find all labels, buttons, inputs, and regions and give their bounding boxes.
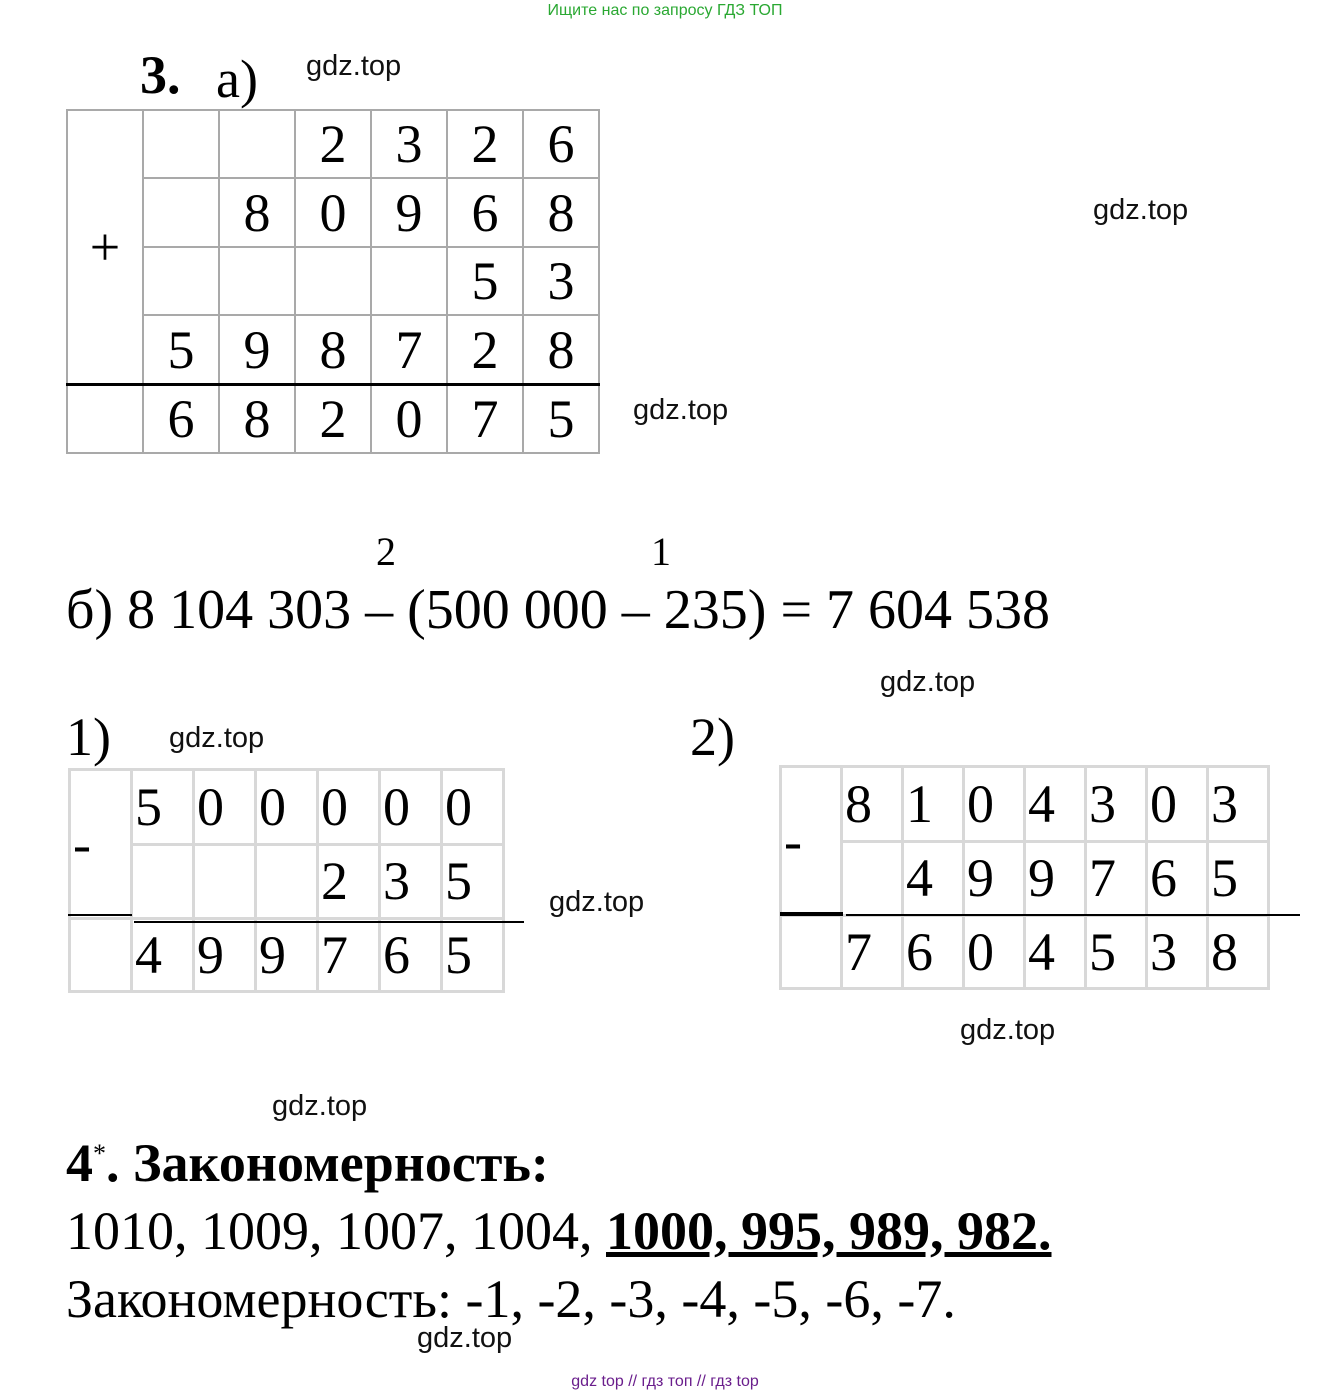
grid-cell: 5 — [447, 247, 523, 315]
watermark: gdz.top — [549, 886, 645, 918]
subtraction-grid-2 — [779, 765, 1270, 990]
result-cell: 7 — [842, 916, 903, 989]
task3-number: 3. — [140, 45, 181, 105]
result-cell: 3 — [1147, 916, 1208, 989]
grid-cell: 2 — [318, 844, 380, 919]
watermark: gdz.top — [272, 1090, 368, 1122]
grid-cell — [132, 844, 194, 919]
grid-cell: 9 — [371, 178, 447, 246]
grid-cell — [781, 916, 842, 989]
result-cell: 6 — [380, 919, 442, 992]
grid-cell: 2 — [447, 315, 523, 384]
result-cell: 6 — [903, 916, 964, 989]
result-cell: 0 — [964, 916, 1025, 989]
result-cell: 6 — [143, 385, 219, 454]
task4-title — [66, 1132, 549, 1194]
watermark: gdz.top — [1093, 194, 1189, 226]
step1-result-line — [68, 914, 132, 916]
watermark: gdz.top — [633, 394, 729, 426]
grid-cell: 5 — [442, 844, 504, 919]
result-cell: 4 — [1025, 916, 1086, 989]
grid-cell: 3 — [380, 844, 442, 919]
step1-result-line — [134, 921, 524, 923]
grid-cell: 3 — [1086, 767, 1147, 842]
grid-cell: 7 — [371, 315, 447, 384]
subtraction-grid-1 — [68, 768, 505, 993]
grid-cell: 8 — [219, 178, 295, 246]
sequence-answer: 1000, 995, 989, 982. — [606, 1201, 1052, 1261]
grid-cell — [67, 385, 143, 454]
result-cell: 7 — [318, 919, 380, 992]
result-cell: 8 — [219, 385, 295, 454]
grid-cell — [143, 247, 219, 315]
grid-cell: 6 — [1147, 841, 1208, 916]
grid-cell — [143, 110, 219, 178]
grid-cell: 0 — [194, 770, 256, 845]
result-cell: 5 — [442, 919, 504, 992]
grid-cell: 5 — [143, 315, 219, 384]
watermark: gdz.top — [169, 722, 265, 754]
step2-label: 2) — [690, 707, 735, 767]
task4-number: 4 — [66, 1133, 93, 1193]
grid-cell: 0 — [318, 770, 380, 845]
part-a-label: а) — [216, 49, 258, 109]
grid-cell — [143, 178, 219, 246]
grid-cell: 0 — [256, 770, 318, 845]
order-mark-1: 1 — [651, 529, 671, 574]
grid-cell — [219, 247, 295, 315]
grid-cell: 9 — [219, 315, 295, 384]
result-cell: 8 — [1208, 916, 1269, 989]
grid-cell: 2 — [295, 110, 371, 178]
grid-cell: 5 — [132, 770, 194, 845]
result-cell: 0 — [371, 385, 447, 454]
result-cell: 9 — [194, 919, 256, 992]
grid-cell: 6 — [523, 110, 599, 178]
minus-operator: - — [70, 770, 132, 919]
grid-cell: 6 — [447, 178, 523, 246]
grid-cell — [219, 110, 295, 178]
result-cell: 5 — [1086, 916, 1147, 989]
grid-cell: 0 — [295, 178, 371, 246]
task4-rule: Закономерность: -1, -2, -3, -4, -5, -6, -7. — [66, 1269, 956, 1329]
result-cell: 5 — [523, 385, 599, 454]
grid-cell: 9 — [1025, 841, 1086, 916]
grid-cell: 0 — [380, 770, 442, 845]
task4-title-text: . Закономерность: — [106, 1133, 549, 1193]
result-cell: 4 — [132, 919, 194, 992]
task4-star: * — [93, 1139, 106, 1168]
addition-grid — [66, 109, 600, 454]
step2-result-line — [780, 912, 843, 916]
grid-cell — [371, 247, 447, 315]
bottom-banner[interactable]: gdz top // гдз топ // гдз top — [571, 1373, 759, 1390]
grid-cell — [194, 844, 256, 919]
grid-cell: 8 — [295, 315, 371, 384]
result-cell: 7 — [447, 385, 523, 454]
result-cell: 2 — [295, 385, 371, 454]
grid-cell: 5 — [1208, 841, 1269, 916]
result-cell: 9 — [256, 919, 318, 992]
grid-cell — [295, 247, 371, 315]
grid-cell: 2 — [447, 110, 523, 178]
grid-cell: 9 — [964, 841, 1025, 916]
minus-operator: - — [781, 767, 842, 916]
grid-cell: 8 — [523, 315, 599, 384]
watermark: gdz.top — [960, 1014, 1056, 1046]
grid-cell — [842, 841, 903, 916]
watermark: gdz.top — [417, 1322, 513, 1354]
sequence-given: 1010, 1009, 1007, 1004, — [66, 1201, 606, 1261]
grid-cell — [70, 919, 132, 992]
watermark: gdz.top — [306, 50, 402, 82]
top-banner[interactable]: Ищите нас по запросу ГДЗ ТОП — [547, 2, 783, 19]
grid-cell: 3 — [371, 110, 447, 178]
order-mark-2: 2 — [376, 529, 396, 574]
grid-cell: 1 — [903, 767, 964, 842]
grid-cell — [256, 844, 318, 919]
grid-cell: 0 — [442, 770, 504, 845]
grid-cell: 4 — [903, 841, 964, 916]
step1-label: 1) — [66, 707, 111, 767]
grid-cell: 7 — [1086, 841, 1147, 916]
grid-cell: 3 — [1208, 767, 1269, 842]
grid-cell: 4 — [1025, 767, 1086, 842]
plus-operator: + — [67, 110, 143, 385]
part-b-expression: б) 8 104 303 – (500 000 – 235) = 7 604 538 — [66, 579, 1051, 641]
step2-result-line — [846, 914, 1300, 916]
grid-cell: 0 — [964, 767, 1025, 842]
grid-cell: 8 — [842, 767, 903, 842]
watermark: gdz.top — [880, 666, 976, 698]
task4-sequence — [66, 1200, 1052, 1262]
grid-cell: 8 — [523, 178, 599, 246]
grid-cell: 3 — [523, 247, 599, 315]
grid-cell: 0 — [1147, 767, 1208, 842]
